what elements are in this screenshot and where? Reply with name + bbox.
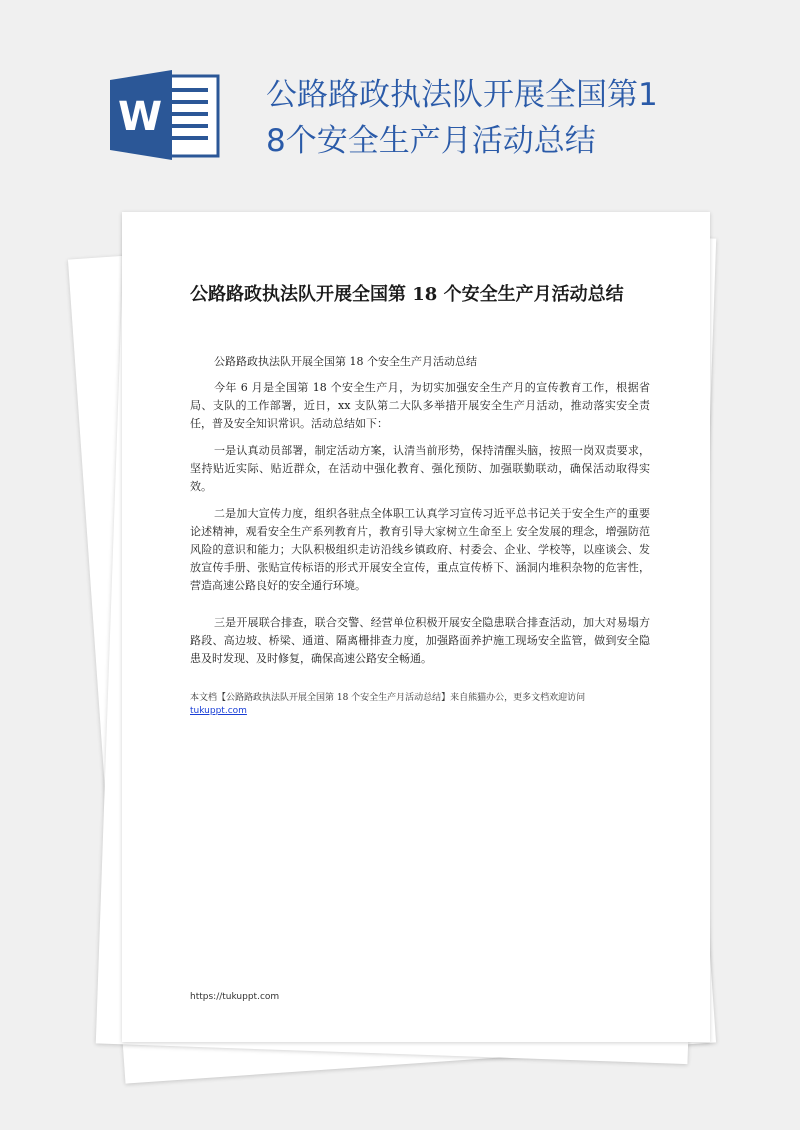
paragraph-point-1: 一是认真动员部署，制定活动方案，认清当前形势，保持清醒头脑，按照一岗双责要求，坚持贴近实际、贴近群众，在活动中强化教育、强化预防、加强联勤联动，确保活动取得实效。 [190, 444, 650, 493]
word-document-icon [110, 70, 220, 160]
source-link[interactable]: tukuppt.com [190, 706, 247, 716]
document-subtitle: 公路路政执法队开展全国第 18 个安全生产月活动总结 [214, 355, 477, 368]
svg-text:W: W [117, 94, 163, 140]
document-page [122, 212, 710, 1042]
header-title: 公路路政执法队开展全国第18个安全生产月活动总结 [266, 77, 658, 159]
paragraph-point-2: 二是加大宣传力度，组织各驻点全体职工认真学习宣传习近平总书记关于安全生产的重要论述精神，观看安全生产系列教育片，教育引导大家树立生命至上 安全发展的理念，增强防范风险的意识和能力；大队积极组织走访沿线乡镇政府、村委会、企业、学校等，以座谈会、发放宣传手册、张贴宣传标语的形式开展安全宣传，重点宣传桥下、涵洞内堆积杂物的危害性，营造高速公路良好的安全通行环境。 [190, 507, 650, 592]
source-note [190, 692, 660, 718]
source-note-text: 本文档【公路路政执法队开展全国第 18 个安全生产月活动总结】来自熊猫办公，更多文档欢迎访问 [190, 693, 586, 703]
page-footer-url[interactable]: https://tukuppt.com [190, 992, 280, 1002]
document-title: 公路路政执法队开展全国第 18 个安全生产月活动总结 [190, 284, 624, 305]
header-banner [0, 0, 800, 200]
paragraph-point-3: 三是开展联合排查，联合交警、经营单位积极开展安全隐患联合排查活动，加大对易塌方路段、高边坡、桥梁、通道、隔离栅排查力度，加强路面养护施工现场安全监管，做到安全隐患及时发现、及时修复，确保高速公路安全畅通。 [190, 616, 650, 665]
paragraph-intro: 今年 6 月是全国第 18 个安全生产月，为切实加强安全生产月的宣传教育工作，根据省局、支队的工作部署，近日，xx 支队第二大队多举措开展安全生产月活动，推动落实安全责任，普及安全知识常识。活动总结如下： [190, 381, 650, 430]
